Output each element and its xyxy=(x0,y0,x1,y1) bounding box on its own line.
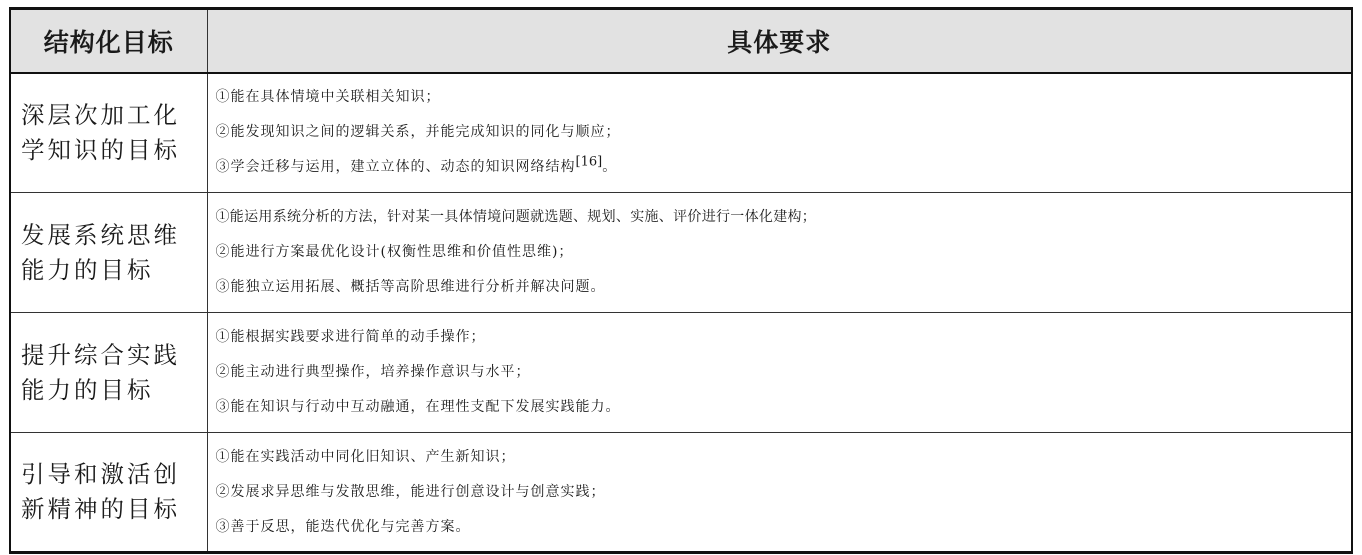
requirement-item: ①能运用系统分析的方法，针对某一具体情境问题就选题、规划、实施、评价进行一体化建构； xyxy=(215,209,817,225)
header-specific-requirements: 具体要求 xyxy=(207,9,1352,73)
goal-cell: 引导和激活创新精神的目标 xyxy=(10,433,207,553)
requirement-item: ①能根据实践要求进行简单的动手操作； xyxy=(215,329,486,345)
requirement-text: ③学会迁移与运用，建立立体的、动态的知识网络结构 xyxy=(215,159,576,176)
header-structured-goal: 结构化目标 xyxy=(10,9,207,73)
citation-marker: [16] xyxy=(575,154,603,170)
requirement-item: ①能在实践活动中同化旧知识、产生新知识； xyxy=(215,448,516,465)
goal-cell: 发展系统思维能力的目标 xyxy=(10,193,207,313)
requirements-cell xyxy=(207,73,1352,193)
requirement-item: ②发展求异思维与发散思维，能进行创意设计与创意实践； xyxy=(215,483,606,500)
table-row xyxy=(10,433,1352,553)
table-header-row xyxy=(10,9,1352,73)
requirements-cell xyxy=(207,193,1352,313)
requirement-item xyxy=(216,150,1352,185)
structured-goals-table xyxy=(9,7,1353,554)
table-row xyxy=(10,193,1352,313)
requirement-item: ②能主动进行典型操作，培养操作意识与水平； xyxy=(215,364,531,380)
sentence-end: 。 xyxy=(602,159,618,176)
table-row xyxy=(10,313,1352,433)
requirement-item: ③善于反思，能迭代优化与完善方案。 xyxy=(215,518,471,535)
requirement-item: ②能发现知识之间的逻辑关系，并能完成知识的同化与顺应； xyxy=(215,124,621,141)
requirement-item: ③能独立运用拓展、概括等高阶思维进行分析并解决问题。 xyxy=(215,279,606,295)
table-row xyxy=(10,73,1352,193)
requirements-cell xyxy=(207,313,1352,433)
goal-cell: 提升综合实践能力的目标 xyxy=(10,313,207,433)
goals-table-container xyxy=(9,7,1353,551)
requirements-cell xyxy=(207,433,1352,553)
requirement-item: ①能在具体情境中关联相关知识； xyxy=(215,89,441,106)
requirement-item: ③能在知识与行动中互动融通，在理性支配下发展实践能力。 xyxy=(215,399,621,415)
goal-cell: 深层次加工化学知识的目标 xyxy=(10,73,207,193)
requirement-item: ②能进行方案最优化设计(权衡性思维和价值性思维)； xyxy=(215,244,574,260)
